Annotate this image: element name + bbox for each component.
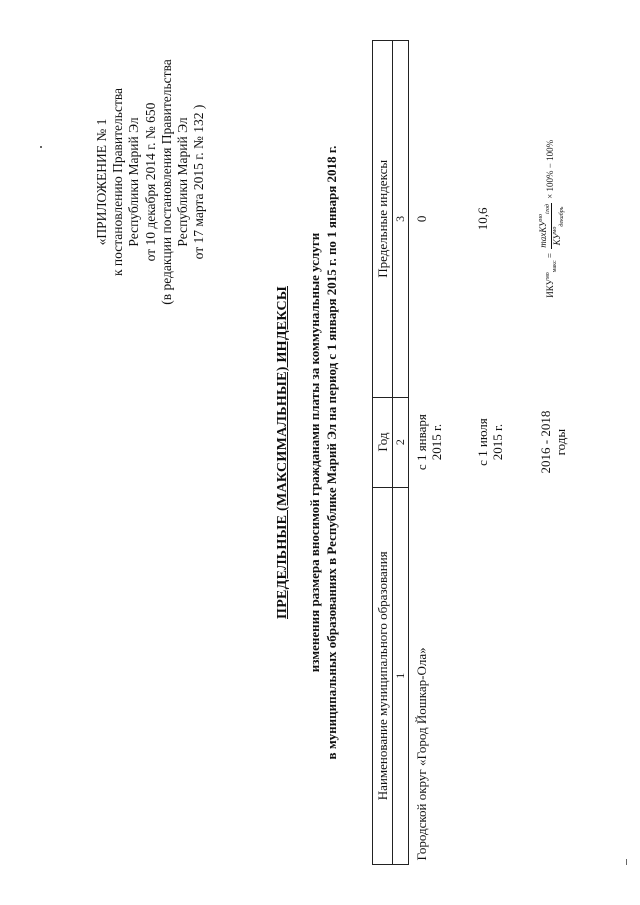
formula-lhs: ИКУ [545, 279, 556, 298]
appendix-line: (в редакции постановления Правительства [158, 59, 174, 305]
formula-num-sup: мо [538, 214, 544, 221]
index-value: 10,6 [475, 207, 490, 231]
title-main: ПРЕДЕЛЬНЫЕ (МАКСИМАЛЬНЫЕ) ИНДЕКСЫ [275, 286, 290, 619]
table-column-numbers-row [393, 41, 409, 865]
title-line-2: изменения размера вносимой гражданами платы за коммунальные услуги [307, 232, 322, 673]
year-line: 2016 - 2018 [538, 410, 553, 474]
col-number-2: 2 [393, 397, 409, 487]
formula-equals: = [545, 250, 556, 261]
appendix-line: от 17 марта 2015 г. № 132 ) [191, 104, 207, 260]
formula-lhs-sub: макс [552, 260, 559, 273]
formula-cell [533, 41, 578, 398]
year-cell [409, 397, 471, 487]
title-line-3: в муниципальных образованиях в Республике Марий Эл на период с 1 января 2015 г. по 1 января 2018 г. [324, 145, 339, 760]
col-number-3: 3 [393, 41, 409, 398]
year-line: годы [553, 428, 568, 456]
formula-den-sub: декабрь [558, 206, 565, 227]
appendix-line: Республики Марий Эл [126, 117, 142, 247]
year-cell [533, 397, 578, 487]
document-title [275, 40, 340, 865]
formula-numerator [538, 203, 552, 249]
municipality-name: Городской округ «Город Йошкар-Ола» [414, 647, 429, 861]
year-line: 2015 г. [490, 423, 505, 461]
formula-tail: × 100% − 100% [545, 139, 556, 202]
appendix-line: от 10 декабря 2014 г. № 650 [142, 102, 158, 262]
table-row [409, 41, 471, 865]
appendix-line: Республики Марий Эл [175, 117, 191, 247]
formula-lhs-sup: мо [545, 272, 552, 280]
year-line: 2015 г. [429, 423, 444, 461]
appendix-line: «ПРИЛОЖЕНИЕ № 1 [94, 118, 109, 246]
appendix-block [94, 32, 207, 332]
index-value: 0 [414, 215, 429, 223]
header-indices: Предельные индексы [373, 41, 393, 398]
year-line: с 1 января [414, 414, 429, 471]
header-municipality: Наименование муниципального образования [373, 487, 393, 864]
formula-den-text: КУ [551, 233, 562, 246]
col-number-1: 1 [393, 487, 409, 864]
index-formula [538, 139, 565, 298]
indices-table [372, 40, 578, 865]
formula-num-sub: iгод [544, 204, 551, 215]
appendix-line: к постановлению Правительства [110, 87, 126, 277]
formula-den-sup: мо [551, 226, 558, 234]
scan-speck [626, 859, 627, 865]
header-year: Год [373, 397, 393, 487]
formula-num-text: maxКУ [538, 220, 548, 248]
table-header-row [373, 41, 393, 865]
scan-speck [40, 146, 42, 148]
formula-fraction [538, 203, 565, 249]
year-cell [470, 397, 533, 487]
year-line: с 1 июля [475, 418, 490, 466]
formula-denominator [552, 203, 565, 249]
